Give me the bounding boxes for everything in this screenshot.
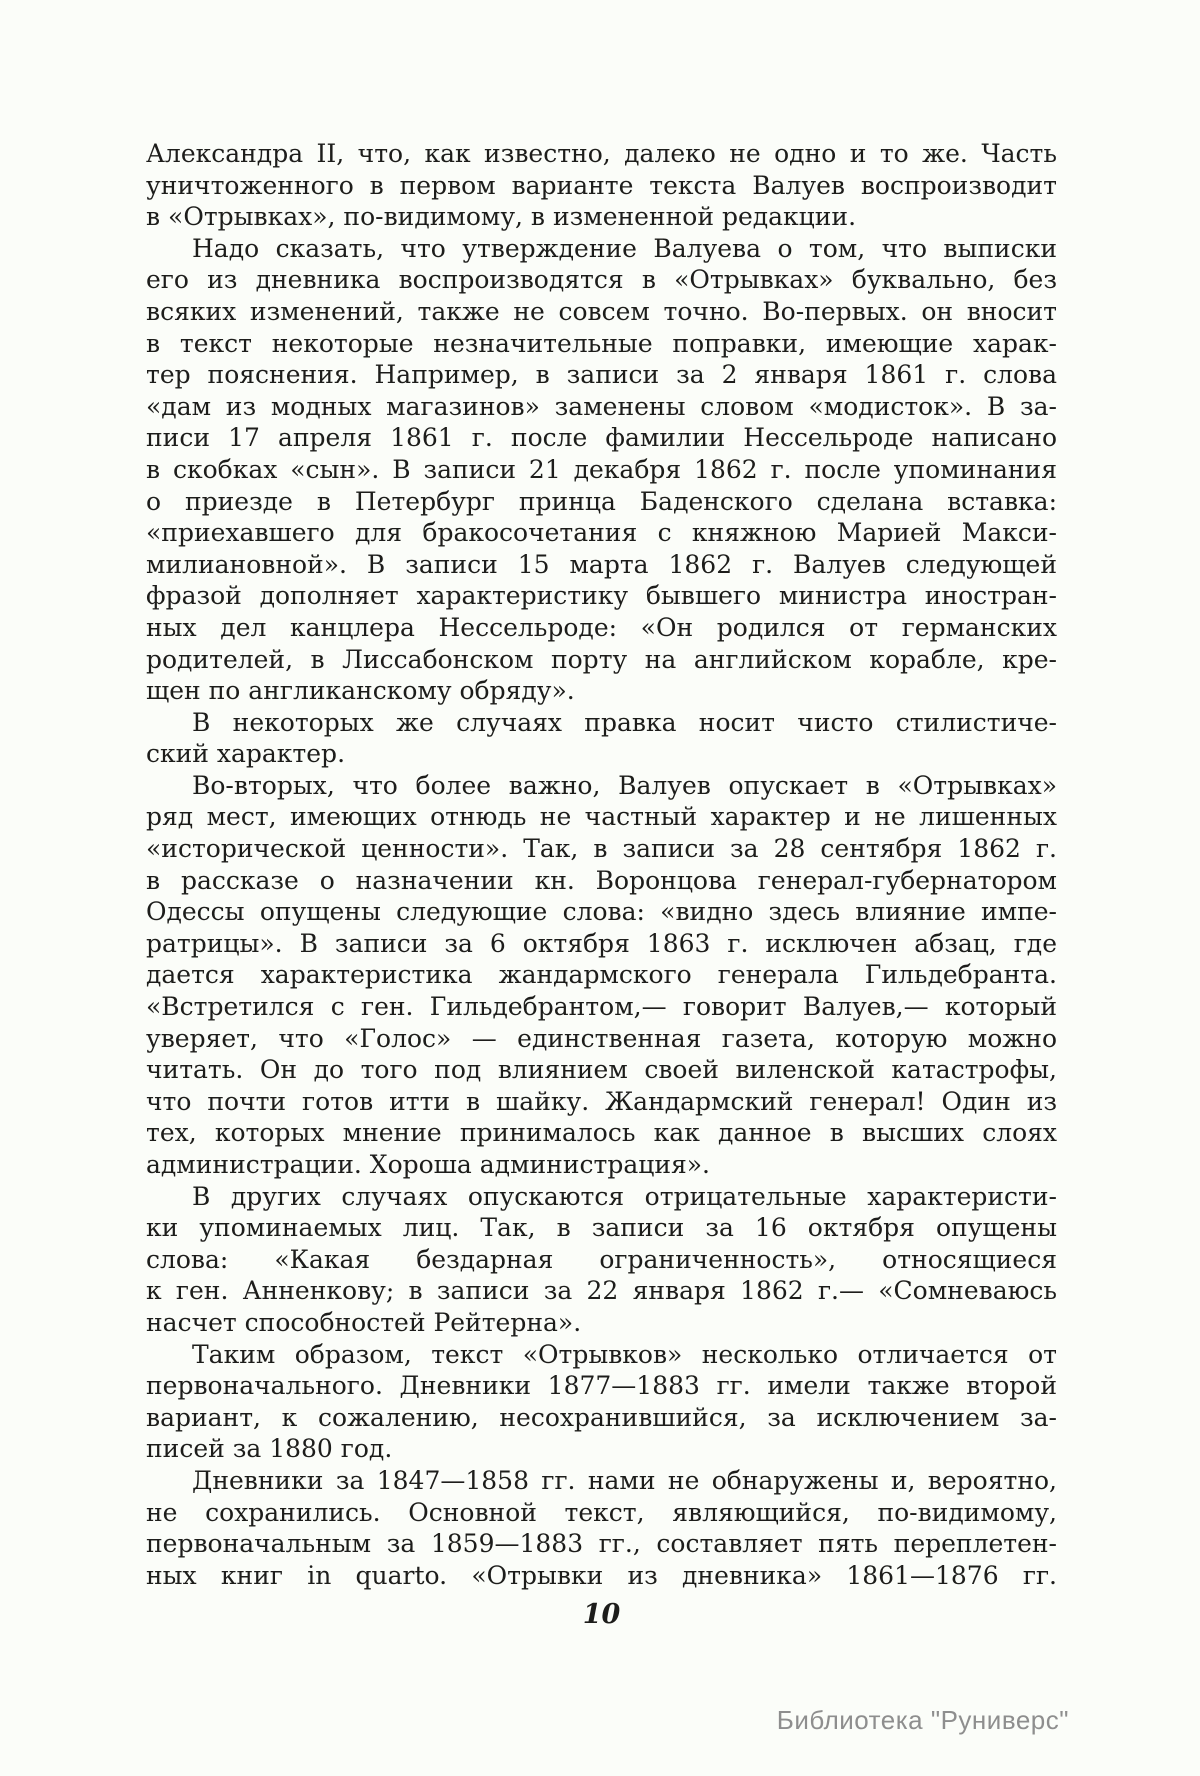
- text-line: Таким образом, текст «Отрывков» несколько отличается от: [192, 1339, 1057, 1369]
- text-line: администрации. Хороша администрация».: [146, 1150, 710, 1179]
- text-line: читать. Он до того под влиянием своей виленской катастрофы,: [146, 1055, 1057, 1085]
- text-line: тер пояснения. Например, в записи за 2 января 1861 г. слова: [146, 360, 1057, 390]
- text-line: щен по англиканскому обряду».: [146, 676, 575, 706]
- text-line: насчет способностей Рейтерна».: [146, 1307, 582, 1337]
- text-line: В других случаях опускаются отрицательные характеристи-: [192, 1181, 1057, 1211]
- text-line: Во-вторых, что более важно, Валуев опускает в «Отрывках»: [192, 770, 1057, 800]
- text-line: в рассказе о назначении кн. Воронцова генерал-губернатором: [146, 865, 1057, 895]
- text-line: дается характеристика жандармского генерала Гильдебранта.: [146, 960, 1057, 990]
- text-line: уверяет, что «Голос» — единственная газета, которую можно: [146, 1023, 1057, 1053]
- text-line: «дам из модных магазинов» заменены словом «модисток». В за-: [146, 391, 1057, 421]
- text-line: тех, которых мнение принималось как данное в высших слоях: [146, 1118, 1057, 1148]
- text-line: милиановной». В записи 15 марта 1862 г. Валуев следующей: [146, 549, 1057, 579]
- text-line: в скобках «сын». В записи 21 декабря 1862 г. после упоминания: [146, 454, 1057, 484]
- text-line: Дневники за 1847—1858 гг. нами не обнаружены и, вероятно,: [192, 1465, 1057, 1495]
- library-watermark: Библиотека "Руниверс": [776, 1705, 1069, 1735]
- text-line: ряд мест, имеющих отнюдь не частный характер и не лишенных: [146, 802, 1057, 832]
- text-line: в текст некоторые незначительные поправки, имеющие харак-: [146, 328, 1057, 358]
- text-line: Надо сказать, что утверждение Валуева о том, что выписки: [192, 233, 1057, 263]
- text-line: родителей, в Лиссабонском порту на английском корабле, кре-: [146, 644, 1057, 674]
- text-line: фразой дополняет характеристику бывшего министра иностран-: [146, 581, 1057, 611]
- text-line: что почти готов итти в шайку. Жандармский генерал! Один из: [146, 1086, 1057, 1116]
- text-line: писей за 1880 год.: [146, 1434, 393, 1464]
- text-line: первоначального. Дневники 1877—1883 гг. имели также второй: [146, 1371, 1057, 1401]
- text-line: ратрицы». В записи за 6 октября 1863 г. исключен абзац, где: [146, 928, 1057, 958]
- text-block: [146, 138, 1057, 1591]
- text-line: не сохранились. Основной текст, являющийся, по-видимому,: [146, 1497, 1057, 1527]
- text-line: вариант, к сожалению, несохранившийся, за исключением за-: [146, 1402, 1057, 1432]
- text-line: «исторической ценности». Так, в записи за 28 сентября 1862 г.: [146, 834, 1057, 864]
- text-line: «Встретился с ген. Гильдебрантом,— говорит Валуев,— который: [146, 992, 1057, 1022]
- text-line: ки упоминаемых лиц. Так, в записи за 16 октября опущены: [146, 1213, 1057, 1243]
- text-line: в «Отрывках», по-видимому, в измененной редакции.: [146, 202, 857, 232]
- text-line: всяких изменений, также не совсем точно. Во-первых. он вносит: [146, 296, 1057, 326]
- text-line: о приезде в Петербург принца Баденского сделана вставка:: [146, 486, 1057, 516]
- text-line: уничтоженного в первом варианте текста Валуев воспроизводит: [146, 170, 1057, 200]
- text-line: к ген. Анненкову; в записи за 22 января 1862 г.— «Сомневаюсь: [146, 1276, 1057, 1306]
- page-number: 10: [582, 1599, 621, 1630]
- text-line: писи 17 апреля 1861 г. после фамилии Нессельроде написано: [146, 423, 1057, 453]
- text-line: первоначальным за 1859—1883 гг., составляет пять переплетен-: [146, 1529, 1057, 1559]
- text-line: Александра II, что, как известно, далеко не одно и то же. Часть: [146, 139, 1057, 168]
- text-line: Одессы опущены следующие слова: «видно здесь влияние импе-: [146, 897, 1057, 927]
- text-line: «приехавшего для бракосочетания с княжною Марией Макси-: [146, 518, 1057, 548]
- text-line: слова: «Какая бездарная ограниченность», относящиеся: [146, 1244, 1057, 1274]
- text-line: ных дел канцлера Нессельроде: «Он родился от германских: [146, 612, 1057, 642]
- text-line: его из дневника воспроизводятся в «Отрывках» буквально, без: [146, 265, 1057, 295]
- text-line: В некоторых же случаях правка носит чисто стилистиче-: [192, 707, 1057, 737]
- text-line: ных книг in quarto. «Отрывки из дневника» 1861—1876 гг.: [146, 1560, 1057, 1590]
- text-line: ский характер.: [146, 739, 346, 769]
